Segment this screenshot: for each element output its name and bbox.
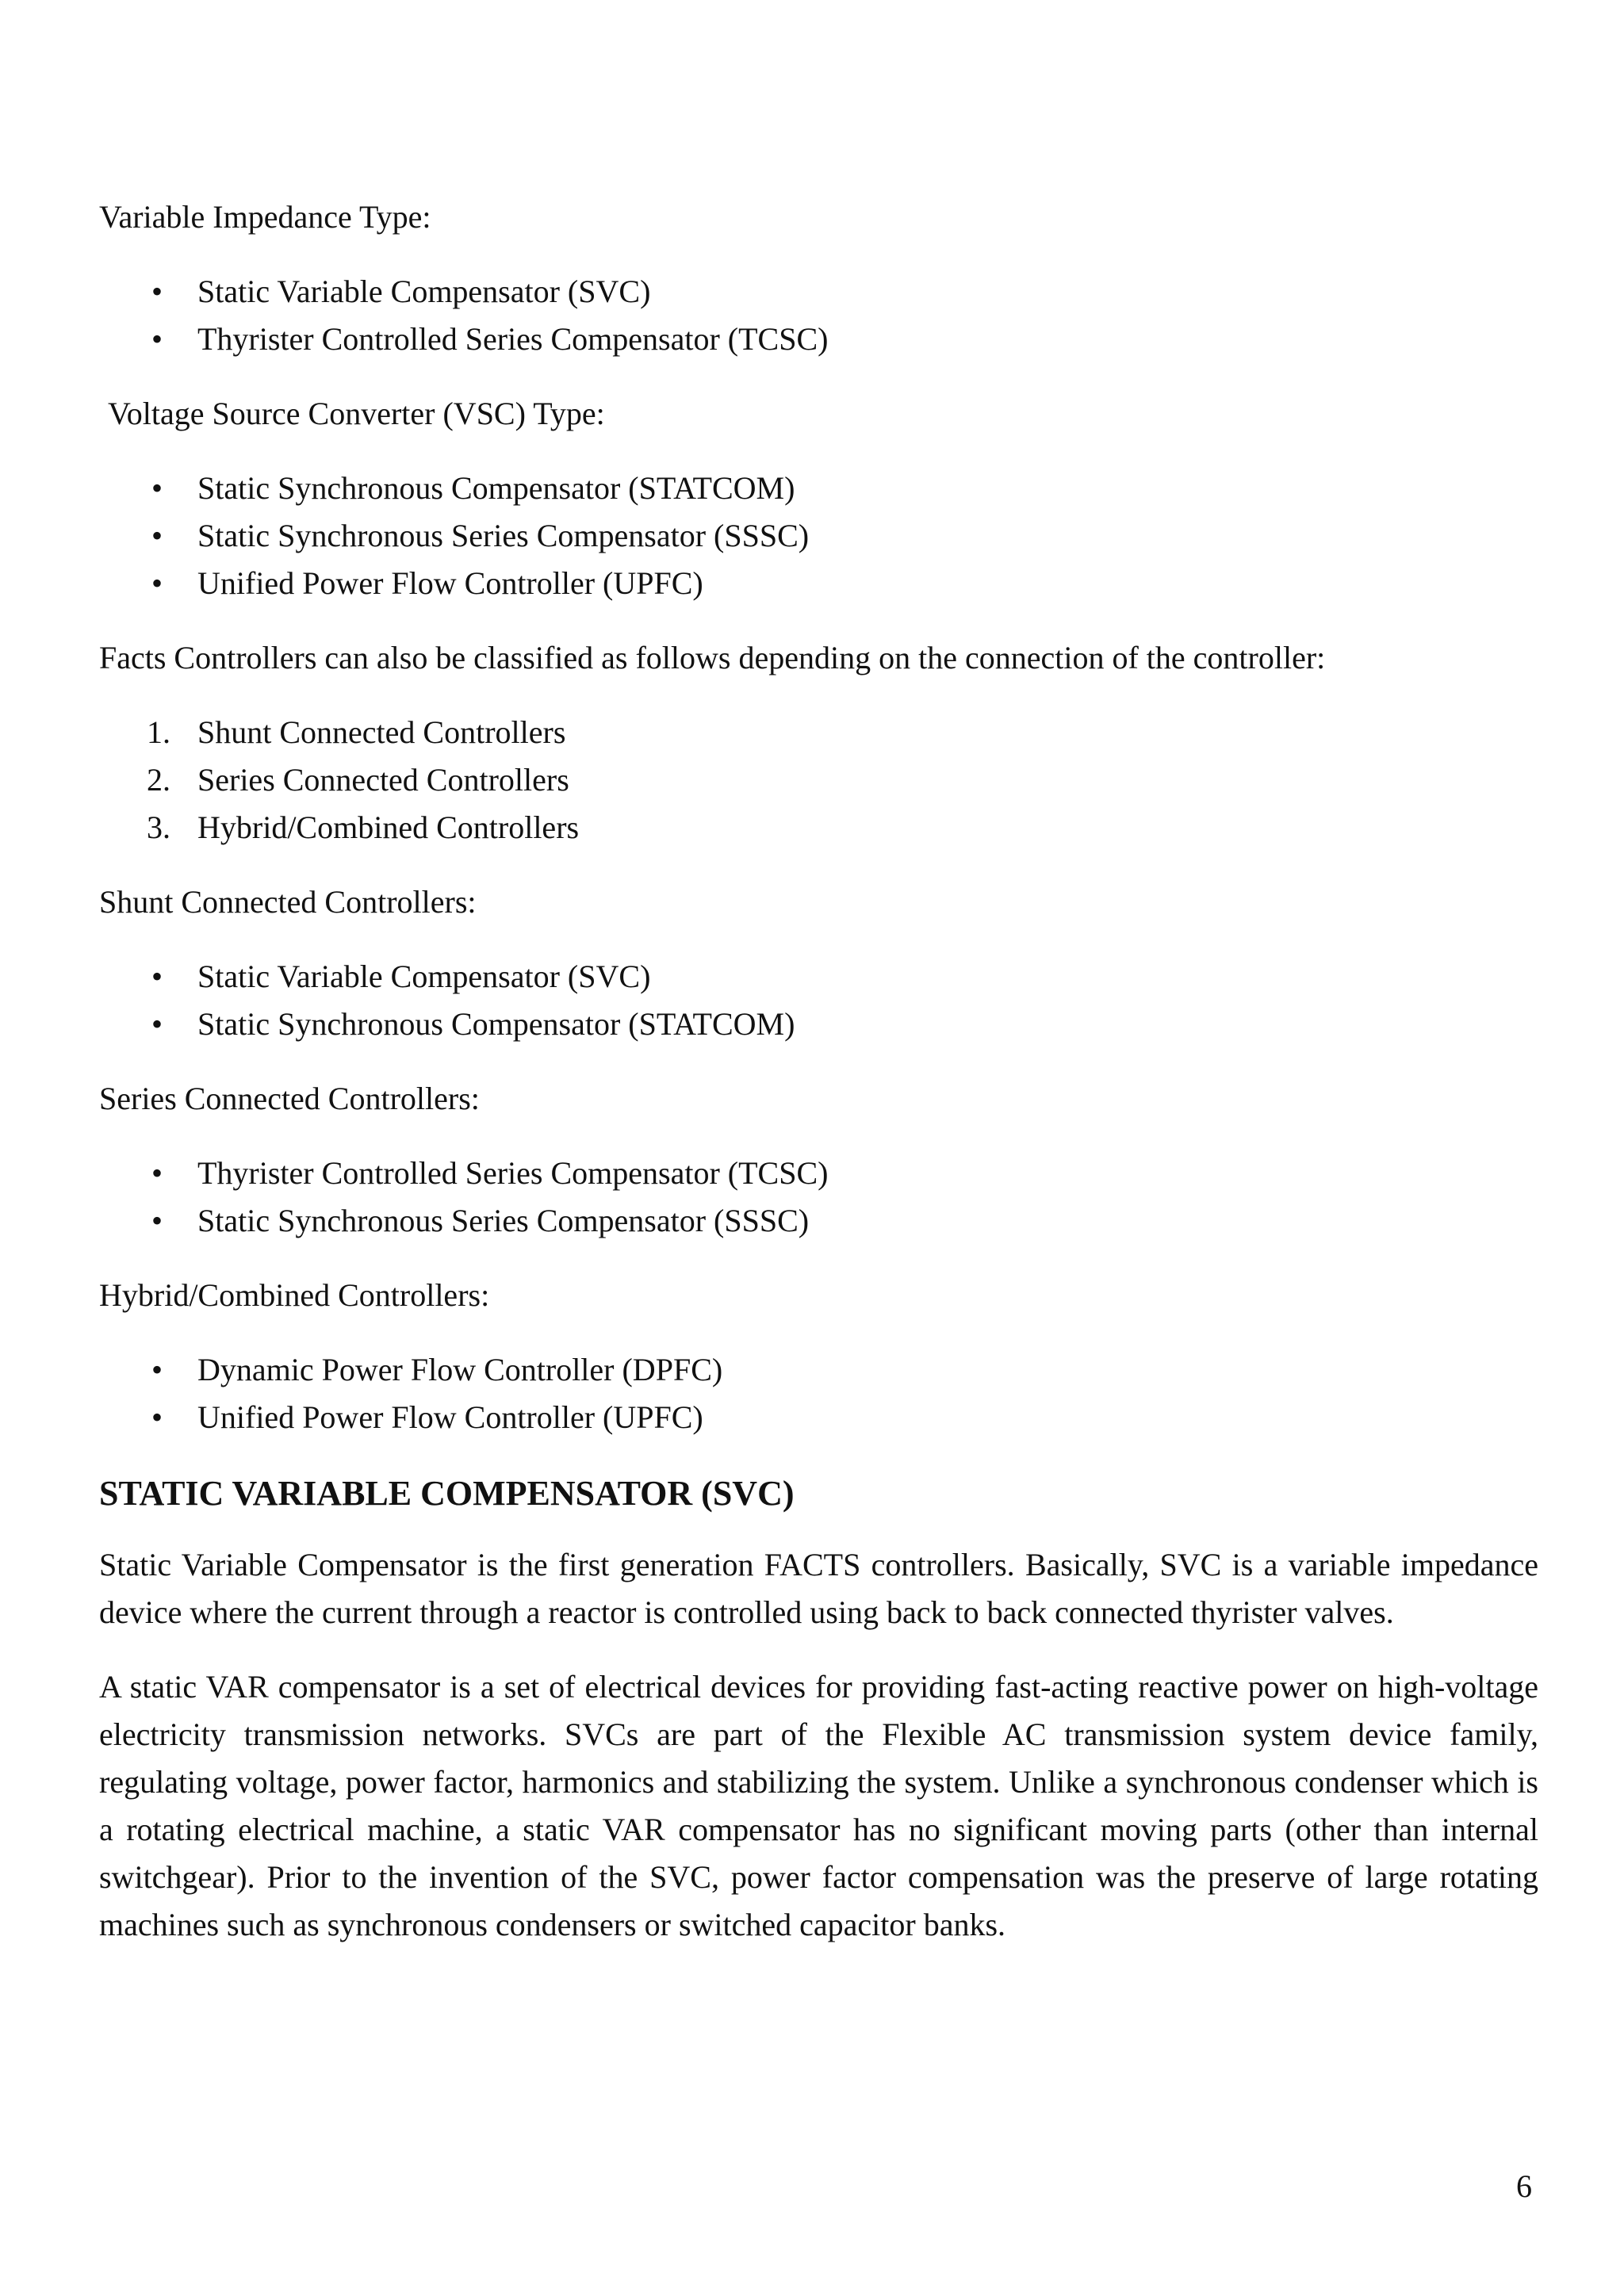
list-item-text: Dynamic Power Flow Controller (DPFC) (197, 1352, 723, 1387)
bullet-marker: • (151, 1203, 163, 1238)
bullet-marker: • (151, 1352, 163, 1387)
list-item (99, 316, 1538, 363)
list-item (99, 1197, 1538, 1245)
shunt-list (99, 953, 1538, 1048)
list-item (99, 512, 1538, 560)
classification-intro: Facts Controllers can also be classified as follows depending on the connection of the controller: (99, 640, 1326, 675)
svc-paragraph-1: Static Variable Compensator is the first generation FACTS controllers. Basically, SVC is a variable impedance device where the current through a reactor is controlled using back to back connected thyrister valves. (99, 1547, 1538, 1630)
list-item (99, 1150, 1538, 1197)
page-number: 6 (1516, 2168, 1532, 2204)
series-list (99, 1150, 1538, 1245)
classification-list (99, 709, 1538, 851)
list-item (99, 709, 1538, 756)
list-item-text: Thyrister Controlled Series Compensator (TCSC) (197, 321, 829, 357)
vsc-list (99, 465, 1538, 607)
bullet-marker: • (151, 321, 163, 357)
list-item (99, 1001, 1538, 1048)
hybrid-list (99, 1346, 1538, 1441)
list-item-text: Static Variable Compensator (SVC) (197, 959, 651, 994)
svc-paragraph-2: A static VAR compensator is a set of electrical devices for providing fast-acting reactive power on high-voltage electricity transmission networks. SVCs are part of the Flexible AC transmission system device family, regulating voltage, power factor, harmonics and stabilizing the system. Unlike a synchronous condenser which is a rotating electrical machine, a static VAR compensator has no significant moving parts (other than internal switchgear). Prior to the invention of the SVC, power factor compensation was the preserve of large rotating machines such as synchronous condensers or switched capacitor banks. (99, 1669, 1538, 1942)
list-item-text: Static Synchronous Compensator (STATCOM) (197, 470, 795, 506)
list-item (99, 560, 1538, 607)
list-item (99, 804, 1538, 851)
document-page (99, 193, 1538, 1976)
number-marker: 1. (147, 714, 170, 750)
bullet-marker: • (151, 470, 163, 506)
section-title-variable-impedance: Variable Impedance Type: (99, 199, 431, 235)
section-title-series: Series Connected Controllers: (99, 1081, 480, 1116)
bullet-marker: • (151, 565, 163, 601)
number-marker: 3. (147, 809, 170, 845)
list-item (99, 1394, 1538, 1441)
list-item-text: Static Synchronous Compensator (STATCOM) (197, 1006, 795, 1042)
bullet-marker: • (151, 274, 163, 309)
list-item (99, 268, 1538, 316)
number-marker: 2. (147, 762, 170, 798)
list-item-text: Shunt Connected Controllers (197, 714, 566, 750)
bullet-marker: • (151, 1399, 163, 1435)
list-item-text: Static Synchronous Series Compensator (SSSC) (197, 1203, 810, 1238)
list-item-text: Thyrister Controlled Series Compensator (TCSC) (197, 1155, 829, 1191)
list-item-text: Series Connected Controllers (197, 762, 569, 798)
list-item-text: Static Synchronous Series Compensator (SSSC) (197, 518, 810, 553)
bullet-marker: • (151, 1155, 163, 1191)
section-title-shunt: Shunt Connected Controllers: (99, 884, 477, 920)
bullet-marker: • (151, 518, 163, 553)
variable-impedance-list (99, 268, 1538, 363)
list-item (99, 1346, 1538, 1394)
bullet-marker: • (151, 959, 163, 994)
list-item-text: Hybrid/Combined Controllers (197, 809, 580, 845)
list-item (99, 465, 1538, 512)
section-title-vsc: Voltage Source Converter (VSC) Type: (108, 396, 605, 431)
list-item-text: Unified Power Flow Controller (UPFC) (197, 1399, 703, 1435)
list-item (99, 953, 1538, 1001)
svc-heading: STATIC VARIABLE COMPENSATOR (SVC) (99, 1474, 795, 1513)
list-item-text: Unified Power Flow Controller (UPFC) (197, 565, 703, 601)
list-item (99, 756, 1538, 804)
bullet-marker: • (151, 1006, 163, 1042)
list-item-text: Static Variable Compensator (SVC) (197, 274, 651, 309)
section-title-hybrid: Hybrid/Combined Controllers: (99, 1277, 490, 1313)
